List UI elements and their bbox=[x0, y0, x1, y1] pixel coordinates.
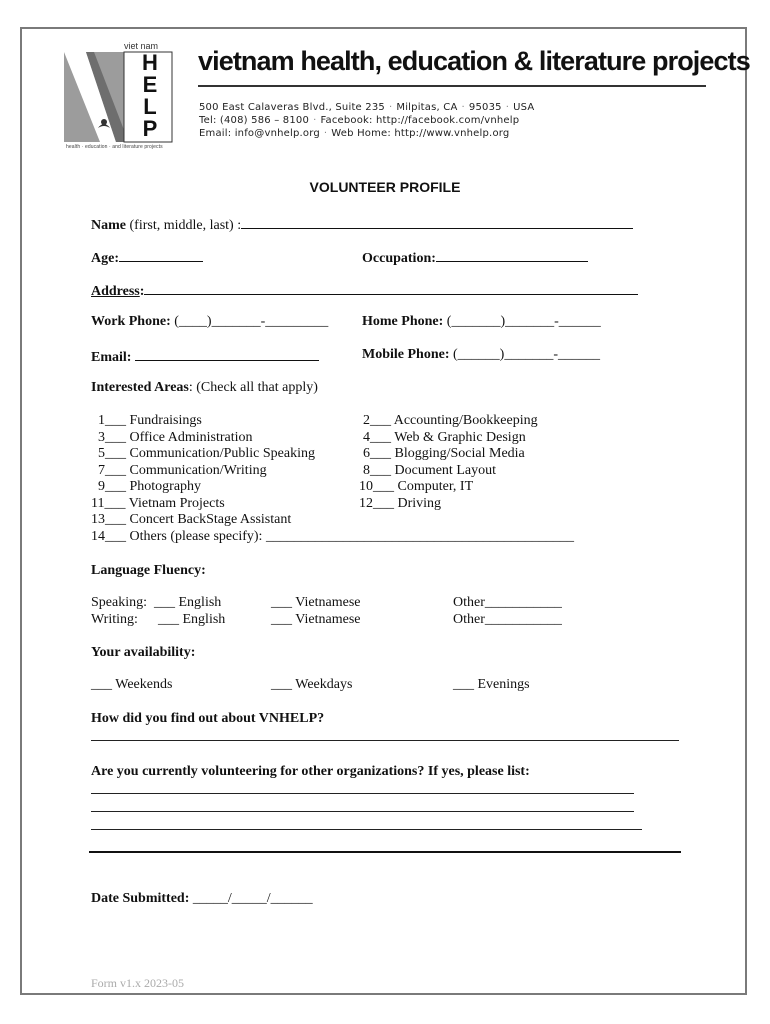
speaking-other-field[interactable]: Other___________ bbox=[453, 595, 562, 610]
zip-text: 95035 bbox=[468, 102, 502, 113]
age-label: Age bbox=[91, 251, 115, 266]
email-row: Email: bbox=[91, 347, 319, 366]
area-option[interactable]: 11___ Vietnam Projects bbox=[91, 495, 225, 511]
mobile-phone-label: Mobile Phone bbox=[362, 347, 445, 362]
web-link[interactable]: Web Home: http://www.vnhelp.org bbox=[331, 128, 510, 139]
area-option[interactable]: 9___ Photography bbox=[98, 479, 202, 494]
logo-letters bbox=[128, 52, 172, 140]
speaking-english-option[interactable]: ___ English bbox=[154, 595, 222, 610]
evenings-option[interactable]: ___ Evenings bbox=[453, 677, 530, 692]
age-row: Age: bbox=[91, 248, 203, 267]
vnhelp-logo bbox=[64, 40, 174, 152]
home-phone-row: Home Phone: (_______)_______-______ bbox=[362, 314, 601, 329]
weekends-option[interactable]: ___ Weekends bbox=[91, 677, 173, 692]
logo-letter-h: H bbox=[142, 50, 158, 75]
writing-vietnamese-option[interactable]: ___ Vietnamese bbox=[271, 612, 361, 627]
volunteering-answer-line[interactable] bbox=[91, 811, 634, 812]
interested-heading bbox=[91, 380, 318, 396]
name-hint: (first, middle, last) : bbox=[126, 218, 242, 233]
area-option[interactable]: 4___ Web & Graphic Design bbox=[363, 429, 526, 445]
address-label: Address bbox=[91, 284, 140, 299]
country-text: USA bbox=[513, 102, 535, 113]
name-label: Name bbox=[91, 218, 126, 233]
language-heading: Language Fluency: bbox=[91, 563, 206, 578]
name-field[interactable] bbox=[241, 215, 633, 229]
contact-email-line: Email: info@vnhelp.org · Web Home: http://www.vnhelp.org bbox=[199, 128, 510, 139]
areas-right-column bbox=[359, 413, 538, 512]
interested-label: Interested Areas bbox=[91, 380, 189, 395]
contact-address-line: 500 East Calaveras Blvd., Suite 235 · Milpitas, CA · 95035 · USA bbox=[199, 102, 535, 113]
email-label: Email bbox=[91, 350, 127, 365]
date-submitted-field[interactable]: _____/_____/______ bbox=[192, 891, 313, 906]
area-option[interactable]: 5___ Communication/Public Speaking bbox=[98, 446, 315, 461]
mobile-phone-row: Mobile Phone: (______)_______-______ bbox=[362, 347, 601, 362]
logo-letter-p: P bbox=[142, 116, 158, 141]
area-option[interactable]: 7___ Communication/Writing bbox=[98, 462, 267, 478]
section-divider bbox=[89, 851, 681, 853]
writing-label: Writing: bbox=[91, 612, 138, 627]
date-submitted-label: Date Submitted bbox=[91, 891, 185, 906]
contact-phone-line: Tel: (408) 586 – 8100 · Facebook: http://facebook.com/vnhelp bbox=[199, 115, 520, 126]
find-out-question: How did you find out about VNHELP? bbox=[91, 711, 325, 726]
logo-top-text: viet nam bbox=[124, 41, 159, 51]
logo-letter-e: E bbox=[142, 72, 158, 97]
form-title: VOLUNTEER PROFILE bbox=[309, 179, 461, 195]
find-out-answer-line[interactable] bbox=[91, 740, 679, 741]
facebook-link[interactable]: Facebook: http://facebook.com/vnhelp bbox=[320, 115, 520, 126]
work-phone-label: Work Phone bbox=[91, 314, 167, 329]
weekdays-option[interactable]: ___ Weekdays bbox=[271, 677, 353, 692]
area-option[interactable]: 10___ Computer, IT bbox=[359, 479, 474, 494]
logo-letter-l: L bbox=[143, 94, 157, 119]
home-phone-label: Home Phone bbox=[362, 314, 439, 329]
email-link[interactable]: Email: info@vnhelp.org bbox=[199, 128, 320, 139]
occupation-label: Occupation bbox=[362, 251, 432, 266]
mobile-phone-field[interactable]: (______)_______-______ bbox=[453, 347, 601, 362]
speaking-label: Speaking: bbox=[91, 595, 147, 610]
writing-other-field[interactable]: Other___________ bbox=[453, 612, 562, 627]
area-option[interactable]: 12___ Driving bbox=[359, 495, 442, 511]
area-option[interactable]: 6___ Blogging/Social Media bbox=[363, 446, 525, 461]
form-version: Form v1.x 2023-05 bbox=[91, 976, 184, 990]
area-option[interactable]: 13___ Concert BackStage Assistant bbox=[91, 512, 292, 527]
city-text: Milpitas, CA bbox=[396, 102, 458, 113]
address-row: Address: bbox=[91, 281, 638, 300]
address-text: 500 East Calaveras Blvd., Suite 235 bbox=[199, 102, 385, 113]
tel-text: Tel: (408) 586 – 8100 bbox=[199, 115, 310, 126]
home-phone-field[interactable]: (_______)_______-______ bbox=[446, 314, 601, 329]
volunteering-answer-line[interactable] bbox=[91, 829, 642, 830]
area-option[interactable]: 3___ Office Administration bbox=[98, 429, 253, 445]
volunteering-answer-line[interactable] bbox=[91, 793, 634, 794]
area-others[interactable]: 14___ Others (please specify): ____________________________________________ bbox=[91, 528, 574, 544]
occupation-field[interactable] bbox=[436, 248, 588, 262]
area-option[interactable]: 2___ Accounting/Bookkeeping bbox=[363, 413, 538, 428]
area-option[interactable]: 8___ Document Layout bbox=[363, 462, 496, 478]
work-phone-row: Work Phone: (____)_______-_________ bbox=[91, 314, 329, 329]
logo-bottom-text: health · education · and literature projects bbox=[66, 144, 163, 150]
name-row bbox=[91, 215, 633, 234]
occupation-row: Occupation: bbox=[362, 248, 588, 267]
title-rule bbox=[198, 85, 706, 87]
email-field[interactable] bbox=[135, 347, 319, 361]
volunteering-question: Are you currently volunteering for other organizations? If yes, please list: bbox=[91, 764, 530, 779]
interested-hint: : (Check all that apply) bbox=[188, 380, 318, 395]
org-title: vietnam health, education & literature projects bbox=[198, 46, 750, 76]
availability-heading: Your availability: bbox=[91, 645, 196, 660]
age-field[interactable] bbox=[119, 248, 203, 262]
work-phone-field[interactable]: (____)_______-_________ bbox=[174, 314, 329, 329]
date-submitted-row: Date Submitted: _____/_____/______ bbox=[91, 891, 313, 906]
writing-english-option[interactable]: ___ English bbox=[158, 612, 226, 627]
area-option[interactable]: 1___ Fundraisings bbox=[98, 413, 202, 428]
address-field[interactable] bbox=[144, 281, 638, 295]
speaking-vietnamese-option[interactable]: ___ Vietnamese bbox=[271, 595, 361, 610]
